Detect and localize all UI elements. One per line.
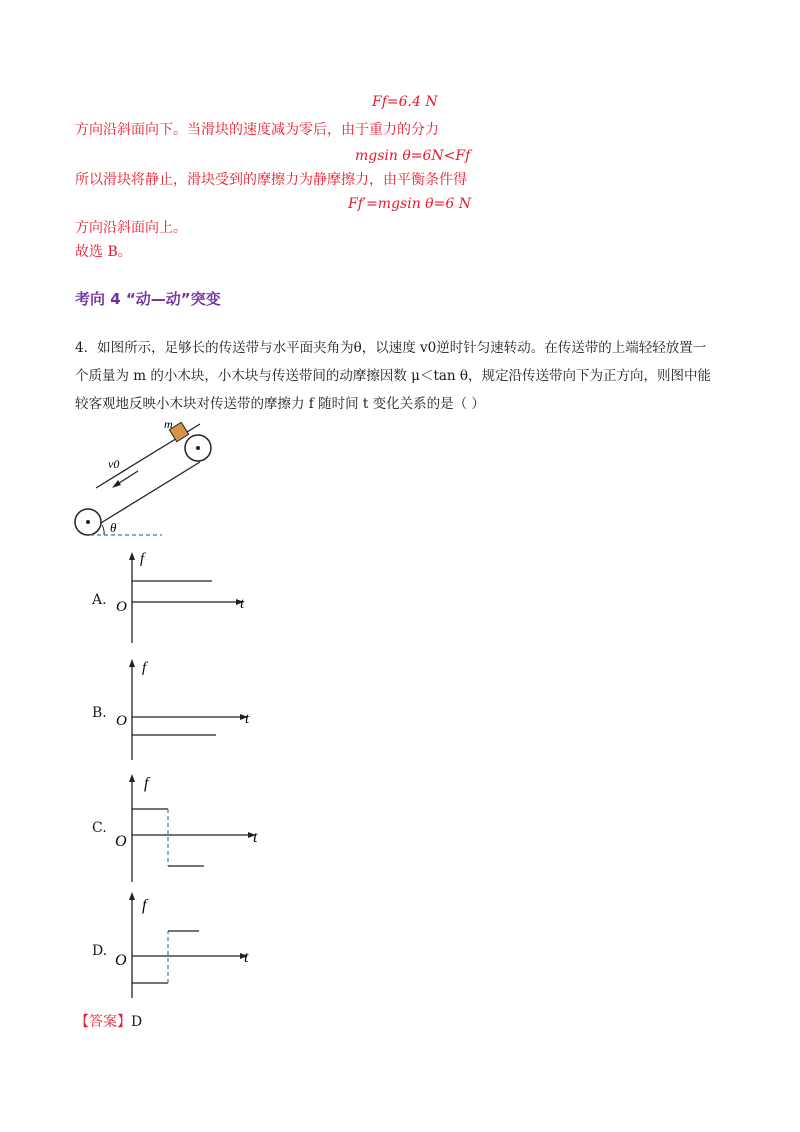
x-axis-label: t — [240, 596, 245, 612]
option-d-label[interactable]: D. — [92, 943, 108, 959]
equation-gravity-component: mgsin θ=6N<Ff — [355, 148, 471, 164]
y-axis-label: f — [140, 551, 145, 567]
option-a-graph[interactable] — [110, 548, 260, 648]
velocity-label: v0 — [108, 457, 120, 471]
option-b-graph[interactable] — [110, 655, 260, 765]
equation-static-friction: Ff′=mgsin θ=6 N — [348, 196, 471, 212]
option-d-graph[interactable] — [110, 888, 270, 1003]
solution-line-2: 所以滑块将静止，滑块受到的摩擦力为静摩擦力，由平衡条件得 — [75, 172, 467, 188]
equation-friction-force: Ff=6.4 N — [372, 94, 438, 110]
y-axis-label: f — [142, 660, 147, 676]
angle-label: θ — [110, 520, 117, 535]
origin-label: O — [116, 599, 127, 615]
origin-label: O — [115, 833, 127, 850]
answer-value: D — [131, 1014, 143, 1030]
answer-label: 【答案】 — [75, 1014, 131, 1030]
option-c-graph[interactable] — [110, 770, 270, 885]
question-line-1: 4．如图所示，足够长的传送带与水平面夹角为θ，以速度 v0逆时针匀速转动。在传送带的上端轻轻放置一 — [75, 340, 707, 356]
x-axis-label: t — [244, 949, 249, 966]
answer — [75, 1012, 142, 1032]
solution-line-1: 方向沿斜面向下。当滑块的速度减为零后，由于重力的分力 — [75, 122, 439, 138]
x-axis-label: t — [253, 829, 258, 846]
option-c-label[interactable]: C. — [92, 820, 107, 836]
x-axis-label: t — [245, 711, 250, 727]
option-b-label[interactable]: B. — [92, 705, 107, 721]
conveyor-belt-diagram — [60, 418, 230, 543]
belt-bottom-edge — [96, 462, 200, 526]
mass-label: m — [164, 418, 173, 431]
solution-line-3: 方向沿斜面向上。 — [75, 220, 187, 236]
y-axis-label: f — [142, 897, 147, 914]
question-line-2: 个质量为 m 的小木块，小木块与传送带间的动摩擦因数 μ＜tan θ，规定沿传送带向下为正方向，则图中能 — [75, 368, 712, 384]
option-a-label[interactable]: A. — [92, 592, 107, 608]
solution-conclusion: 故选 B。 — [75, 244, 132, 260]
origin-label: O — [116, 713, 127, 729]
origin-label: O — [115, 952, 127, 969]
question-line-3: 较客观地反映小木块对传送带的摩擦力 f 随时间 t 变化关系的是（ ） — [75, 396, 485, 412]
y-axis-label: f — [144, 775, 149, 792]
section-heading: 考向 4 “动—动”突变 — [75, 290, 221, 308]
